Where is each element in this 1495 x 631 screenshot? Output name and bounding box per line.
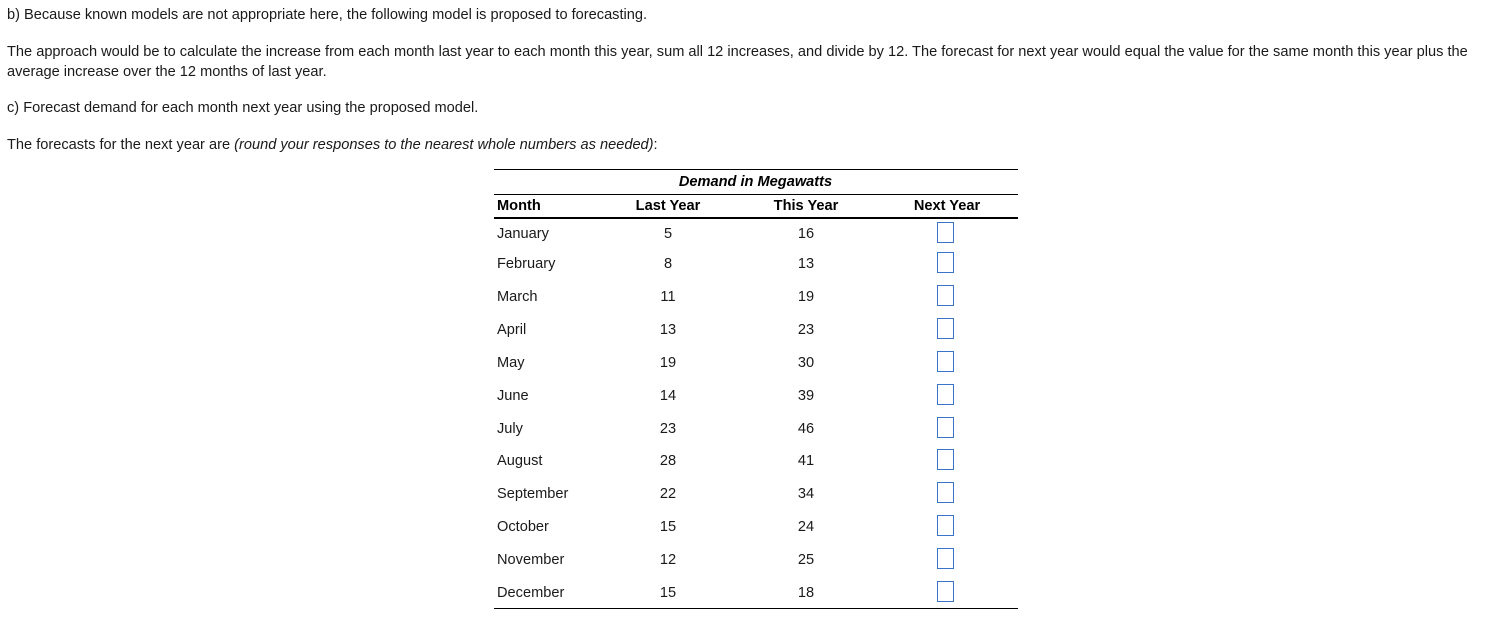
- last-year-cell: 13: [659, 322, 677, 338]
- rounding-note: (round your responses to the nearest whole numbers as needed): [234, 137, 654, 153]
- last-year-cell: 23: [659, 421, 677, 437]
- this-year-cell: 46: [797, 421, 815, 437]
- month-cell: October: [497, 519, 549, 535]
- next-year-input[interactable]: [937, 351, 954, 372]
- this-year-cell: 39: [797, 388, 815, 404]
- next-year-input[interactable]: [937, 222, 954, 243]
- header-bottom-rule: [494, 217, 1018, 219]
- last-year-cell: 22: [659, 486, 677, 502]
- approach-text: The approach would be to calculate the increase from each month last year to each month this year, sum all 12 increases, and divide by 12. The forecast for next year would equal the value for the same month this year plus the average increase over the 12 months of last year.: [7, 44, 1468, 80]
- month-cell: May: [497, 355, 525, 371]
- this-year-cell: 34: [797, 486, 815, 502]
- month-cell: February: [497, 256, 556, 272]
- part-c-text: c) Forecast demand for each month next year using the proposed model.: [7, 100, 479, 116]
- last-year-cell: 15: [659, 519, 677, 535]
- forecast-prefix: The forecasts for the next year are: [7, 137, 235, 153]
- last-year-cell: 5: [663, 226, 673, 242]
- this-year-cell: 13: [797, 256, 815, 272]
- this-year-cell: 18: [797, 585, 815, 601]
- month-cell: July: [497, 421, 523, 437]
- group-header-rule: [494, 194, 1018, 195]
- month-cell: August: [497, 453, 543, 469]
- this-year-cell: 25: [797, 552, 815, 568]
- month-cell: March: [497, 289, 538, 305]
- month-column-header: Month: [497, 198, 541, 214]
- next-year-input[interactable]: [937, 318, 954, 339]
- month-cell: January: [497, 226, 549, 242]
- month-cell: September: [497, 486, 569, 502]
- table-bottom-rule: [494, 608, 1018, 609]
- last-year-column-header: Last Year: [635, 198, 701, 214]
- next-year-input[interactable]: [937, 449, 954, 470]
- this-year-cell: 41: [797, 453, 815, 469]
- table-top-rule: [494, 169, 1018, 170]
- this-year-cell: 30: [797, 355, 815, 371]
- next-year-input[interactable]: [937, 581, 954, 602]
- this-year-cell: 23: [797, 322, 815, 338]
- this-year-column-header: This Year: [773, 198, 839, 214]
- last-year-cell: 12: [659, 552, 677, 568]
- month-cell: November: [497, 552, 565, 568]
- forecast-suffix: :: [653, 137, 658, 153]
- month-cell: June: [497, 388, 529, 404]
- next-year-input[interactable]: [937, 548, 954, 569]
- next-year-input[interactable]: [937, 417, 954, 438]
- next-year-column-header: Next Year: [913, 198, 981, 214]
- this-year-cell: 19: [797, 289, 815, 305]
- next-year-input[interactable]: [937, 252, 954, 273]
- this-year-cell: 24: [797, 519, 815, 535]
- next-year-input[interactable]: [937, 285, 954, 306]
- this-year-cell: 16: [797, 226, 815, 242]
- month-cell: December: [497, 585, 565, 601]
- part-b-text: b) Because known models are not appropriate here, the following model is proposed to forecasting.: [7, 7, 648, 23]
- last-year-cell: 19: [659, 355, 677, 371]
- last-year-cell: 8: [663, 256, 673, 272]
- last-year-cell: 15: [659, 585, 677, 601]
- month-cell: April: [497, 322, 527, 338]
- next-year-input[interactable]: [937, 384, 954, 405]
- next-year-input[interactable]: [937, 482, 954, 503]
- next-year-input[interactable]: [937, 515, 954, 536]
- last-year-cell: 14: [659, 388, 677, 404]
- last-year-cell: 28: [659, 453, 677, 469]
- demand-group-header: Demand in Megawatts: [678, 174, 833, 190]
- last-year-cell: 11: [660, 289, 676, 305]
- forecast-instruction: [7, 135, 658, 155]
